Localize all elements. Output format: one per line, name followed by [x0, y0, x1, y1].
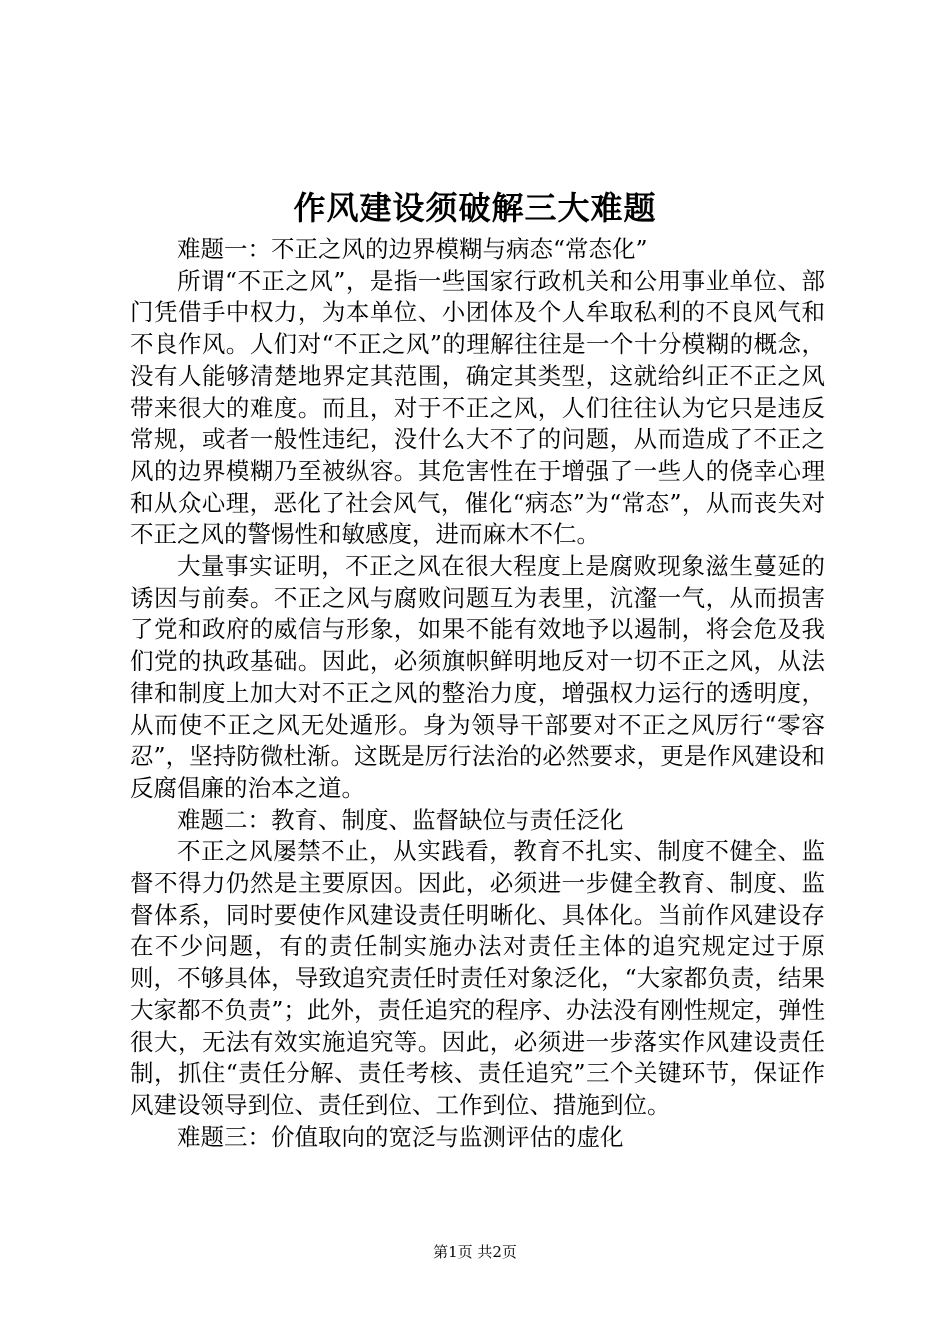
heading-difficulty-two: 难题二：教育、制度、监督缺位与责任泛化 [177, 805, 624, 834]
heading-difficulty-three: 难题三：价值取向的宽泛与监测评估的虚化 [177, 1122, 624, 1151]
body-paragraph: 大量事实证明，不正之风在很大程度上是腐败现象滋生蔓延的诱因与前奏。不正之风与腐败问题互为表里，沆瀣一气，从而损害了党和政府的威信与形象，如果不能有效地予以遏制，将会危及我们党的执政基础。因此，必须旗帜鲜明地反对一切不正之风，从法律和制度上加大对不正之风的整治力度，增强权力运行的透明度，从而使不正之风无处遁形。身为领导干部要对不正之风厉行“零容忍”，坚持防微杜渐。这既是厉行法治的必然要求，更是作风建设和反腐倡廉的治本之道。 [130, 552, 825, 802]
body-paragraph: 所谓“不正之风”，是指一些国家行政机关和公用事业单位、部门凭借手中权力，为本单位、小团体及个人牟取私利的不良风气和不良作风。人们对“不正之风”的理解往往是一个十分模糊的概念，没有人能够清楚地界定其范围，确定其类型，这就给纠正不正之风带来很大的难度。而且，对于不正之风，人们往往认为它只是违反常规，或者一般性违纪，没什么大不了的问题，从而造成了不正之风的边界模糊乃至被纵容。其危害性在于增强了一些人的侥幸心理和从众心理，恶化了社会风气，催化“病态”为“常态”，从而丧失对不正之风的警惕性和敏感度，进而麻木不仁。 [130, 266, 825, 549]
page-footer: 第1页 共2页 [433, 1243, 517, 1261]
body-paragraph: 不正之风屡禁不止，从实践看，教育不扎实、制度不健全、监督不得力仍然是主要原因。因此，必须进一步健全教育、制度、监督体系，同时要使作风建设责任明晰化、具体化。当前作风建设存在不少问题，有的责任制实施办法对责任主体的追究规定过于原则，不够具体，导致追究责任时责任对象泛化，“大家都负责，结果大家都不负责”；此外，责任追究的程序、办法没有刚性规定，弹性很大，无法有效实施追究等。因此，必须进一步落实作风建设责任制，抓住“责任分解、责任考核、责任追究”三个关键环节，保证作风建设领导到位、责任到位、工作到位、措施到位。 [130, 837, 825, 1119]
document-body [130, 234, 825, 1153]
heading-difficulty-one: 难题一：不正之风的边界模糊与病态“常态化” [177, 235, 648, 263]
document-title: 作风建设须破解三大难题 [293, 189, 657, 227]
